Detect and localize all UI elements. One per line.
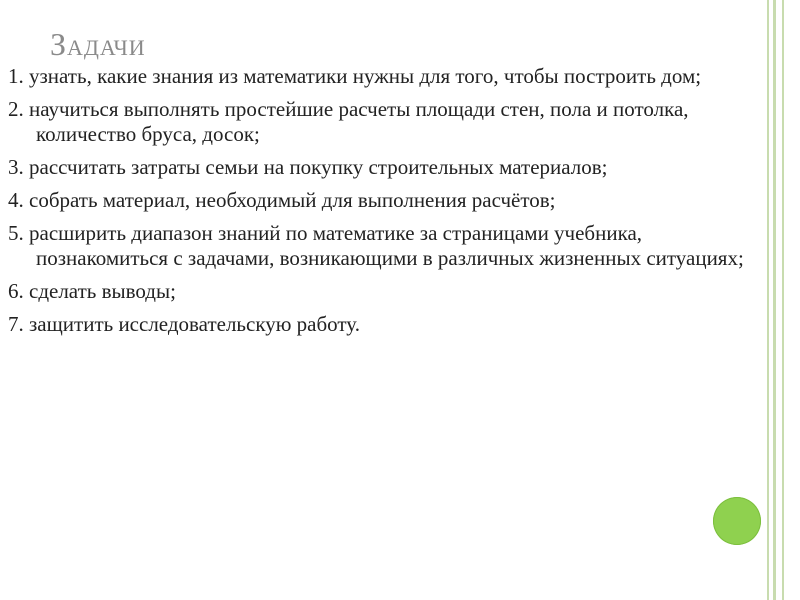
decorative-stripe (773, 0, 776, 600)
list-item: 4. собрать материал, необходимый для выполнения расчётов; (8, 188, 556, 212)
decorative-stripe (767, 0, 769, 600)
list-item: 3. рассчитать затраты семьи на покупку строительных материалов; (8, 155, 608, 179)
list-item: 6. сделать выводы; (8, 279, 176, 303)
task-list (8, 64, 760, 345)
list-item: 5. расширить диапазон знаний по математике за страницами учебника, познакомиться с задачами, возникающими в различных жизненных ситуациях; (8, 221, 744, 270)
decorative-stripe (782, 0, 784, 600)
slide-title: Задачи (50, 26, 146, 62)
list-item: 2. научиться выполнять простейшие расчеты площади стен, пола и потолка, количество бруса, досок; (8, 97, 689, 146)
list-item: 1. узнать, какие знания из математики нужны для того, чтобы построить дом; (8, 64, 702, 88)
decorative-circle-icon (713, 497, 761, 545)
list-item: 7. защитить исследовательскую работу. (8, 312, 360, 336)
